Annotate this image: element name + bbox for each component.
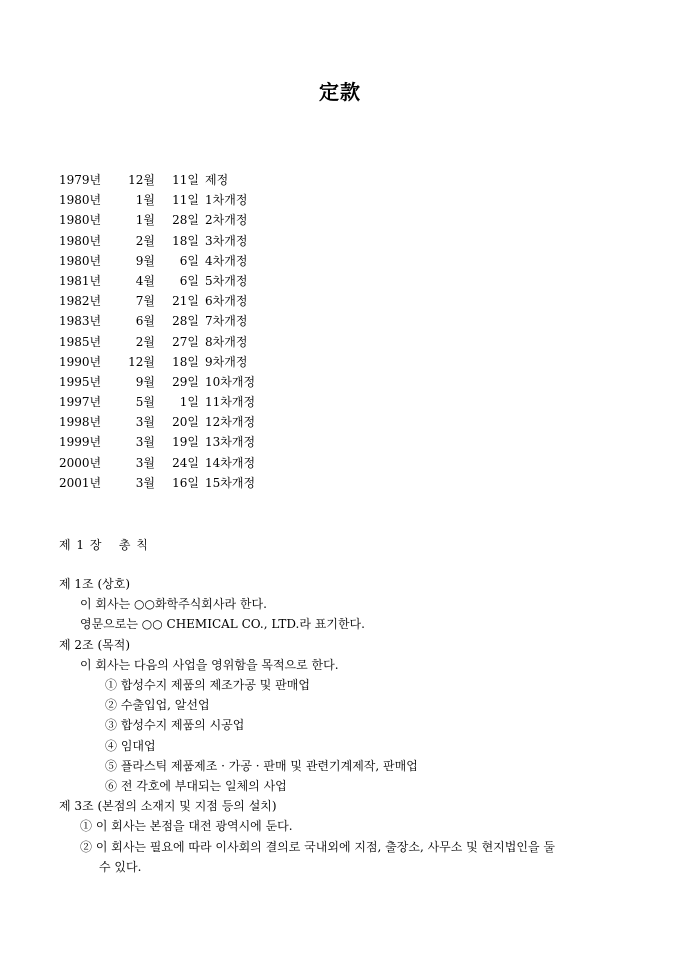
article-3-item: ② 이 회사는 필요에 따라 이사회의 결의로 국내외에 지점, 출장소, 사무소 및 현지법인을 둘 bbox=[80, 839, 555, 854]
history-label: 10차개정 bbox=[205, 374, 256, 389]
article-2-item: ③ 합성수지 제품의 시공업 bbox=[105, 718, 245, 733]
history-row bbox=[59, 372, 255, 392]
history-day: 6일 bbox=[179, 273, 199, 288]
history-label: 4차개정 bbox=[205, 253, 248, 268]
history-day: 27일 bbox=[172, 334, 199, 349]
history-year: 2001년 bbox=[59, 475, 102, 490]
history-day: 28일 bbox=[172, 213, 199, 228]
history-row bbox=[59, 190, 255, 210]
history-year: 1990년 bbox=[59, 354, 102, 369]
history-day: 11일 bbox=[172, 173, 199, 187]
history-label: 5차개정 bbox=[205, 273, 248, 288]
history-row bbox=[59, 352, 255, 372]
article-2-item: ① 합성수지 제품의 제조가공 및 판매업 bbox=[105, 678, 310, 693]
history-label: 제정 bbox=[205, 173, 229, 187]
history-month: 7월 bbox=[135, 294, 155, 309]
article-3-heading: 제 3조 (본점의 소재지 및 지점 등의 설치) bbox=[59, 799, 277, 814]
history-label: 2차개정 bbox=[205, 213, 248, 228]
history-year: 1999년 bbox=[59, 435, 102, 450]
history-month: 2월 bbox=[135, 334, 155, 349]
history-month: 4월 bbox=[135, 273, 155, 288]
history-year: 1980년 bbox=[59, 233, 102, 248]
history-month: 3월 bbox=[135, 435, 155, 450]
history-label: 15차개정 bbox=[205, 475, 256, 490]
history-day: 6일 bbox=[179, 253, 199, 268]
history-label: 1차개정 bbox=[205, 193, 248, 208]
article-2-item: ⑥ 전 각호에 부대되는 일체의 사업 bbox=[105, 779, 287, 794]
history-month: 12월 bbox=[128, 354, 155, 369]
history-year: 2000년 bbox=[59, 455, 102, 470]
document-title: 定款 bbox=[319, 80, 361, 104]
history-year: 1979년 bbox=[59, 173, 102, 187]
history-month: 1월 bbox=[135, 193, 155, 208]
history-row bbox=[59, 311, 255, 331]
article-3-item-continued: 수 있다. bbox=[99, 859, 142, 874]
history-label: 9차개정 bbox=[205, 354, 248, 369]
history-year: 1997년 bbox=[59, 395, 102, 410]
article-1-line: 영문으로는 ○○ CHEMICAL CO., LTD.라 표기한다. bbox=[80, 617, 365, 632]
history-label: 6차개정 bbox=[205, 294, 248, 309]
history-day: 29일 bbox=[172, 374, 199, 389]
history-day: 18일 bbox=[172, 233, 199, 248]
article-2-item: ② 수출입업, 알선업 bbox=[105, 698, 210, 713]
history-row bbox=[59, 453, 255, 473]
history-label: 7차개정 bbox=[205, 314, 248, 329]
article-2-intro: 이 회사는 다음의 사업을 영위함을 목적으로 한다. bbox=[80, 657, 339, 672]
history-row bbox=[59, 291, 255, 311]
history-label: 14차개정 bbox=[205, 455, 256, 470]
article-1-heading: 제 1조 (상호) bbox=[59, 577, 130, 591]
history-year: 1998년 bbox=[59, 415, 102, 430]
history-month: 5월 bbox=[135, 395, 155, 410]
history-day: 1일 bbox=[179, 395, 199, 410]
history-year: 1985년 bbox=[59, 334, 102, 349]
history-month: 9월 bbox=[135, 374, 155, 389]
history-month: 6월 bbox=[135, 314, 155, 329]
history-row bbox=[59, 392, 255, 412]
history-year: 1980년 bbox=[59, 213, 102, 228]
history-day: 20일 bbox=[172, 415, 199, 430]
article-1-line: 이 회사는 ○○화학주식회사라 한다. bbox=[80, 597, 267, 612]
history-day: 19일 bbox=[172, 435, 199, 450]
history-day: 28일 bbox=[172, 314, 199, 329]
history-month: 3월 bbox=[135, 415, 155, 430]
history-year: 1980년 bbox=[59, 193, 102, 208]
amendment-history bbox=[59, 170, 255, 493]
chapter-heading: 제 1 장 총 칙 bbox=[59, 538, 148, 552]
history-month: 3월 bbox=[135, 475, 155, 490]
history-row bbox=[59, 473, 255, 493]
history-row bbox=[59, 412, 255, 432]
history-row bbox=[59, 251, 255, 271]
history-label: 8차개정 bbox=[205, 334, 248, 349]
history-month: 2월 bbox=[135, 233, 155, 248]
history-row bbox=[59, 170, 255, 190]
articles bbox=[59, 574, 634, 877]
history-row bbox=[59, 210, 255, 230]
history-label: 13차개정 bbox=[205, 435, 256, 450]
article-2-heading: 제 2조 (목적) bbox=[59, 637, 130, 652]
history-year: 1980년 bbox=[59, 253, 102, 268]
history-day: 24일 bbox=[172, 455, 199, 470]
history-year: 1995년 bbox=[59, 374, 102, 389]
history-year: 1981년 bbox=[59, 273, 102, 288]
history-day: 21일 bbox=[172, 294, 199, 309]
history-label: 11차개정 bbox=[205, 395, 256, 410]
history-month: 1월 bbox=[135, 213, 155, 228]
history-year: 1983년 bbox=[59, 314, 102, 329]
article-2-item: ⑤ 플라스틱 제품제조 · 가공 · 판매 및 관련기계제작, 판매업 bbox=[105, 758, 418, 773]
history-row bbox=[59, 271, 255, 291]
history-month: 3월 bbox=[135, 455, 155, 470]
history-year: 1982년 bbox=[59, 294, 102, 309]
history-day: 16일 bbox=[172, 475, 199, 490]
history-label: 3차개정 bbox=[205, 233, 248, 248]
history-row bbox=[59, 231, 255, 251]
history-label: 12차개정 bbox=[205, 415, 256, 430]
history-month: 12월 bbox=[128, 173, 155, 187]
article-3-item: ① 이 회사는 본점을 대전 광역시에 둔다. bbox=[80, 819, 293, 834]
article-2-item: ④ 임대업 bbox=[105, 738, 156, 753]
history-row bbox=[59, 332, 255, 352]
history-row bbox=[59, 432, 255, 452]
history-month: 9월 bbox=[135, 253, 155, 268]
history-day: 11일 bbox=[172, 193, 199, 208]
history-day: 18일 bbox=[172, 354, 199, 369]
